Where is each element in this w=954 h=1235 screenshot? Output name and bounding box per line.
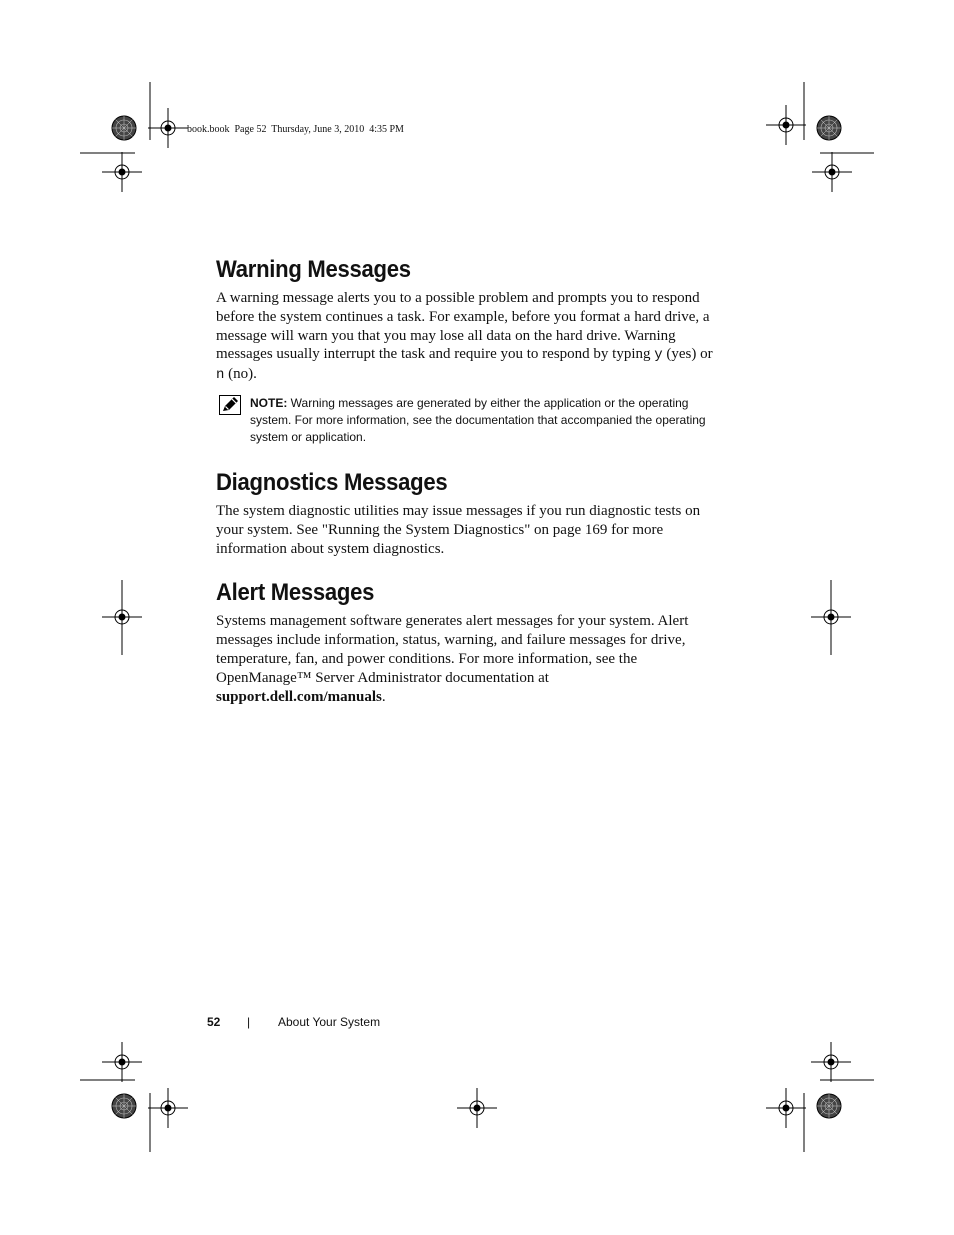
page-number: 52 <box>207 1015 221 1029</box>
support-link[interactable]: support.dell.com/manuals <box>216 688 382 705</box>
footer-chapter-title: About Your System <box>278 1015 381 1029</box>
page-content <box>216 255 716 706</box>
heading-diagnostics-messages: Diagnostics Messages <box>216 468 448 496</box>
warning-body: A warning message alerts you to a possible problem and prompts you to respond before the system continues a task. For example, before you format a hard drive, a message will warn you that you may lose all data on the hard drive. Warning messages usually interrupt the task and require you to respond by typing y (yes) or n (no). <box>216 290 713 384</box>
note-text: Warning messages are generated by either the application or the operating system. For more information, see the documentation that accompanied the operating system or application. <box>250 395 706 444</box>
note-box <box>216 395 716 446</box>
section-alert-messages <box>216 578 716 706</box>
note-pencil-icon <box>219 395 241 415</box>
key-no: n <box>216 367 225 384</box>
key-yes: y <box>654 347 663 364</box>
note-label: NOTE: <box>250 395 288 410</box>
alert-body: Systems management software generates alert messages for your system. Alert messages include information, status, warning, and failure messages for drive, temperature, fan, and power conditions. For more information, see the OpenManage™ Server Administrator documentation at support.dell.com/manuals. <box>216 613 689 705</box>
heading-alert-messages: Alert Messages <box>216 579 375 607</box>
section-diagnostics-messages <box>216 468 716 558</box>
section-warning-messages <box>216 255 716 446</box>
print-slug: book.book Page 52 Thursday, June 3, 2010 4:35 PM <box>187 124 404 135</box>
footer-separator: | <box>247 1015 251 1029</box>
diagnostics-body: The system diagnostic utilities may issue messages if you run diagnostic tests on your system. See "Running the System Diagnostics" on page 169 for more information about system diagnostics. <box>216 502 701 557</box>
heading-warning-messages: Warning Messages <box>216 256 411 283</box>
